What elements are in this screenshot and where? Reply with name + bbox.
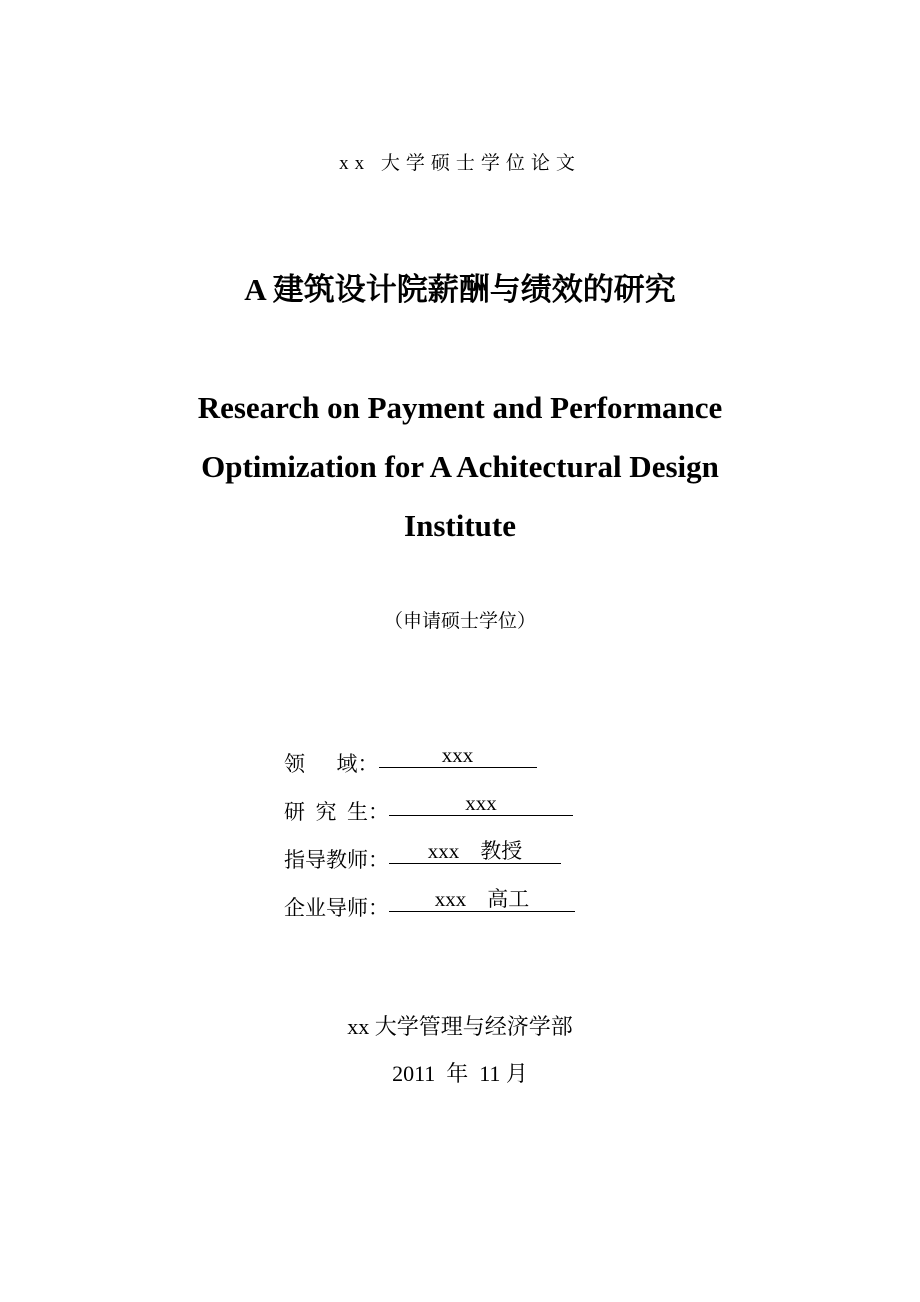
chinese-title: A 建筑设计院薪酬与绩效的研究 [244, 272, 676, 307]
submission-date: 2011 年 11 月 [392, 1061, 528, 1086]
degree-application: （申请硕士学位） [383, 611, 536, 632]
advisor-label: 指导教师： [284, 848, 389, 872]
university-thesis-header: xx 大学硕士学位论文 [339, 153, 581, 174]
department: xx 大学管理与经济学部 [347, 1014, 573, 1039]
english-title-line-2: Optimization for A Achitectural Design [201, 449, 719, 484]
info-row-advisor [284, 826, 575, 874]
enterprise-advisor-label: 企业导师： [284, 896, 389, 920]
info-row-enterprise-advisor [284, 874, 575, 922]
advisor-value: xxx 教授 [389, 839, 561, 864]
student-label: 研 究 生： [284, 800, 389, 824]
field-label: 领 域： [284, 752, 379, 776]
author-info-block [284, 730, 575, 922]
english-title-line-3: Institute [404, 508, 516, 543]
info-row-field [284, 730, 575, 778]
english-title [100, 378, 820, 555]
enterprise-advisor-value: xxx 高工 [389, 887, 575, 912]
student-value: xxx [389, 791, 573, 816]
field-value: xxx [379, 743, 537, 768]
english-title-line-1: Research on Payment and Performance [197, 390, 723, 425]
info-row-student [284, 778, 575, 826]
